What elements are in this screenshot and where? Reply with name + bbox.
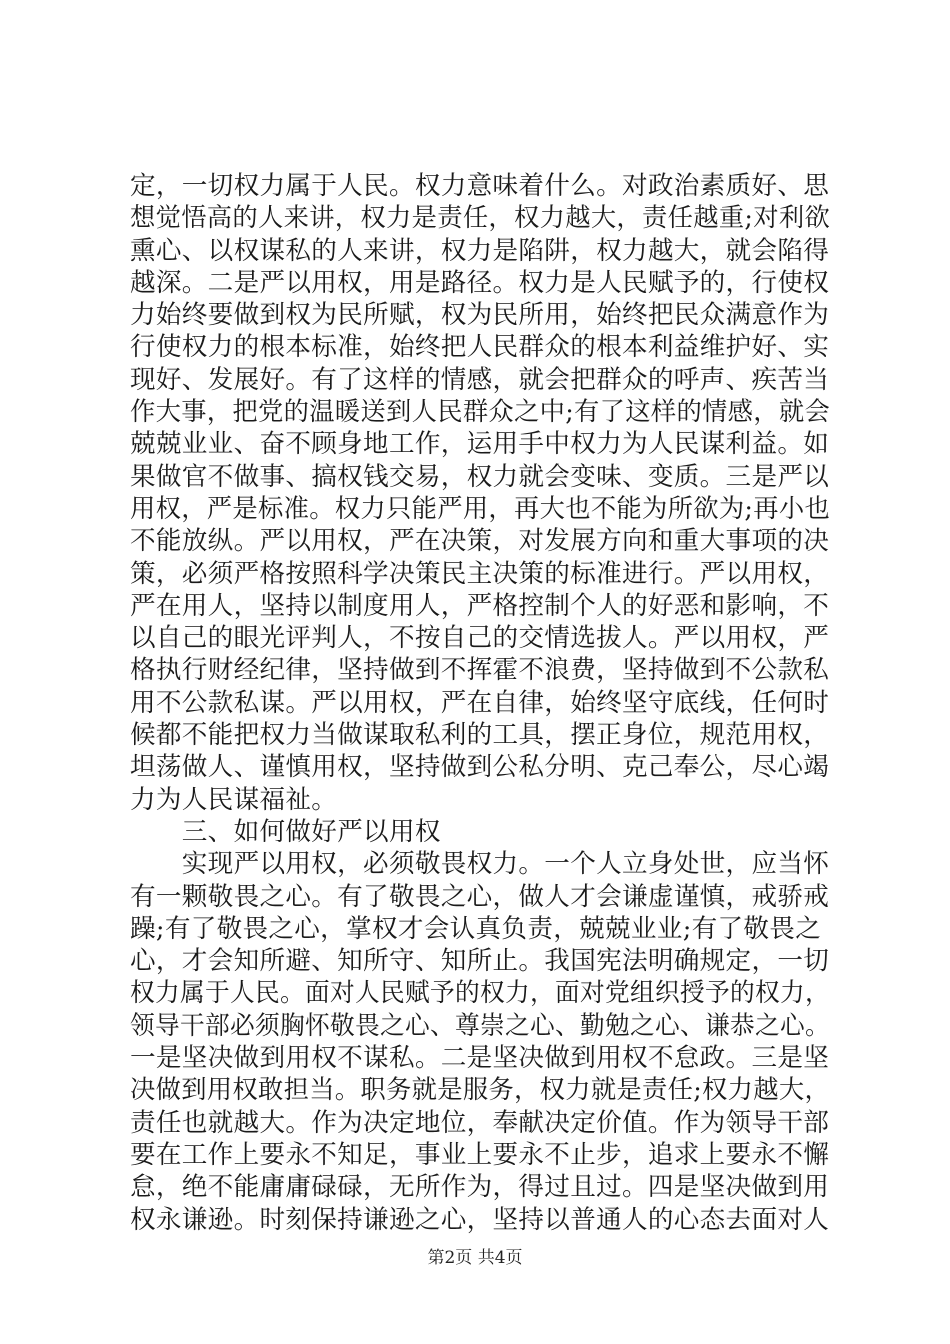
text-line: 想觉悟高的人来讲，权力是责任，权力越大，责任越重;对利欲 [130,203,831,234]
text-line: 决做到用权敢担当。职务就是服务，权力就是责任;权力越大， [130,1075,831,1106]
text-line: 怠，绝不能庸庸碌碌，无所作为，得过且过。四是坚决做到用 [130,1172,830,1203]
text-line: 作大事，把党的温暖送到人民群众之中;有了这样的情感，就会 [130,397,831,428]
text-line: 责任也就越大。作为决定地位，奉献决定价值。作为领导干部 [130,1107,830,1138]
page-footer: 第2页 共4页 [427,1248,523,1268]
text-line: 不能放纵。严以用权，严在决策，对发展方向和重大事项的决 [130,526,830,557]
text-line: 领导干部必须胸怀敬畏之心、尊崇之心、勤勉之心、谦恭之心。 [130,1010,831,1041]
text-line: 策，必须严格按照科学决策民主决策的标准进行。严以用权， [130,558,830,589]
text-line: 兢兢业业、奋不顾身地工作，运用手中权力为人民谋利益。如 [130,429,830,460]
text-line: 心，才会知所避、知所守、知所止。我国宪法明确规定，一切 [130,946,830,977]
text-line: 一是坚决做到用权不谋私。二是坚决做到用权不怠政。三是坚 [130,1043,830,1074]
text-line: 三、如何做好严以用权 [130,816,441,847]
text-line: 现好、发展好。有了这样的情感，就会把群众的呼声、疾苦当 [130,364,830,395]
text-line: 坦荡做人、谨慎用权，坚持做到公私分明、克己奉公，尽心竭 [130,752,830,783]
text-line: 用不公款私谋。严以用权，严在自律，始终坚守底线，任何时 [130,687,830,718]
text-line: 用权，严是标准。权力只能严用，再大也不能为所欲为;再小也 [130,493,831,524]
text-line: 力为人民谋福祉。 [130,784,338,815]
text-line: 权力属于人民。面对人民赋予的权力，面对党组织授予的权力， [130,978,831,1009]
text-line: 严在用人，坚持以制度用人，严格控制个人的好恶和影响，不 [130,590,830,621]
text-line: 熏心、以权谋私的人来讲，权力是陷阱，权力越大，就会陷得 [130,235,830,266]
text-line: 实现严以用权，必须敬畏权力。一个人立身处世，应当怀 [130,849,830,880]
text-line: 有一颗敬畏之心。有了敬畏之心，做人才会谦虚谨慎，戒骄戒 [130,881,830,912]
text-line: 定，一切权力属于人民。权力意味着什么。对政治素质好、思 [130,171,830,201]
text-line: 躁;有了敬畏之心，掌权才会认真负责，兢兢业业;有了敬畏之 [130,913,822,944]
text-line: 果做官不做事、搞权钱交易，权力就会变味、变质。三是严以 [130,461,830,492]
text-line: 要在工作上要永不知足，事业上要永不止步，追求上要永不懈 [130,1139,830,1170]
document-body [130,170,830,1236]
text-line: 越深。二是严以用权，用是路径。权力是人民赋予的，行使权 [130,267,830,298]
text-line: 力始终要做到权为民所赋，权为民所用，始终把民众满意作为 [130,300,830,331]
text-line: 候都不能把权力当做谋取私利的工具，摆正身位，规范用权， [130,720,830,751]
text-line: 以自己的眼光评判人，不按自己的交情选拔人。严以用权，严 [130,623,830,654]
text-line: 权永谦逊。时刻保持谦逊之心，坚持以普通人的心态去面对人 [130,1204,830,1235]
text-line: 行使权力的根本标准，始终把人民群众的根本利益维护好、实 [130,332,830,363]
text-line: 格执行财经纪律，坚持做到不挥霍不浪费，坚持做到不公款私 [130,655,830,686]
